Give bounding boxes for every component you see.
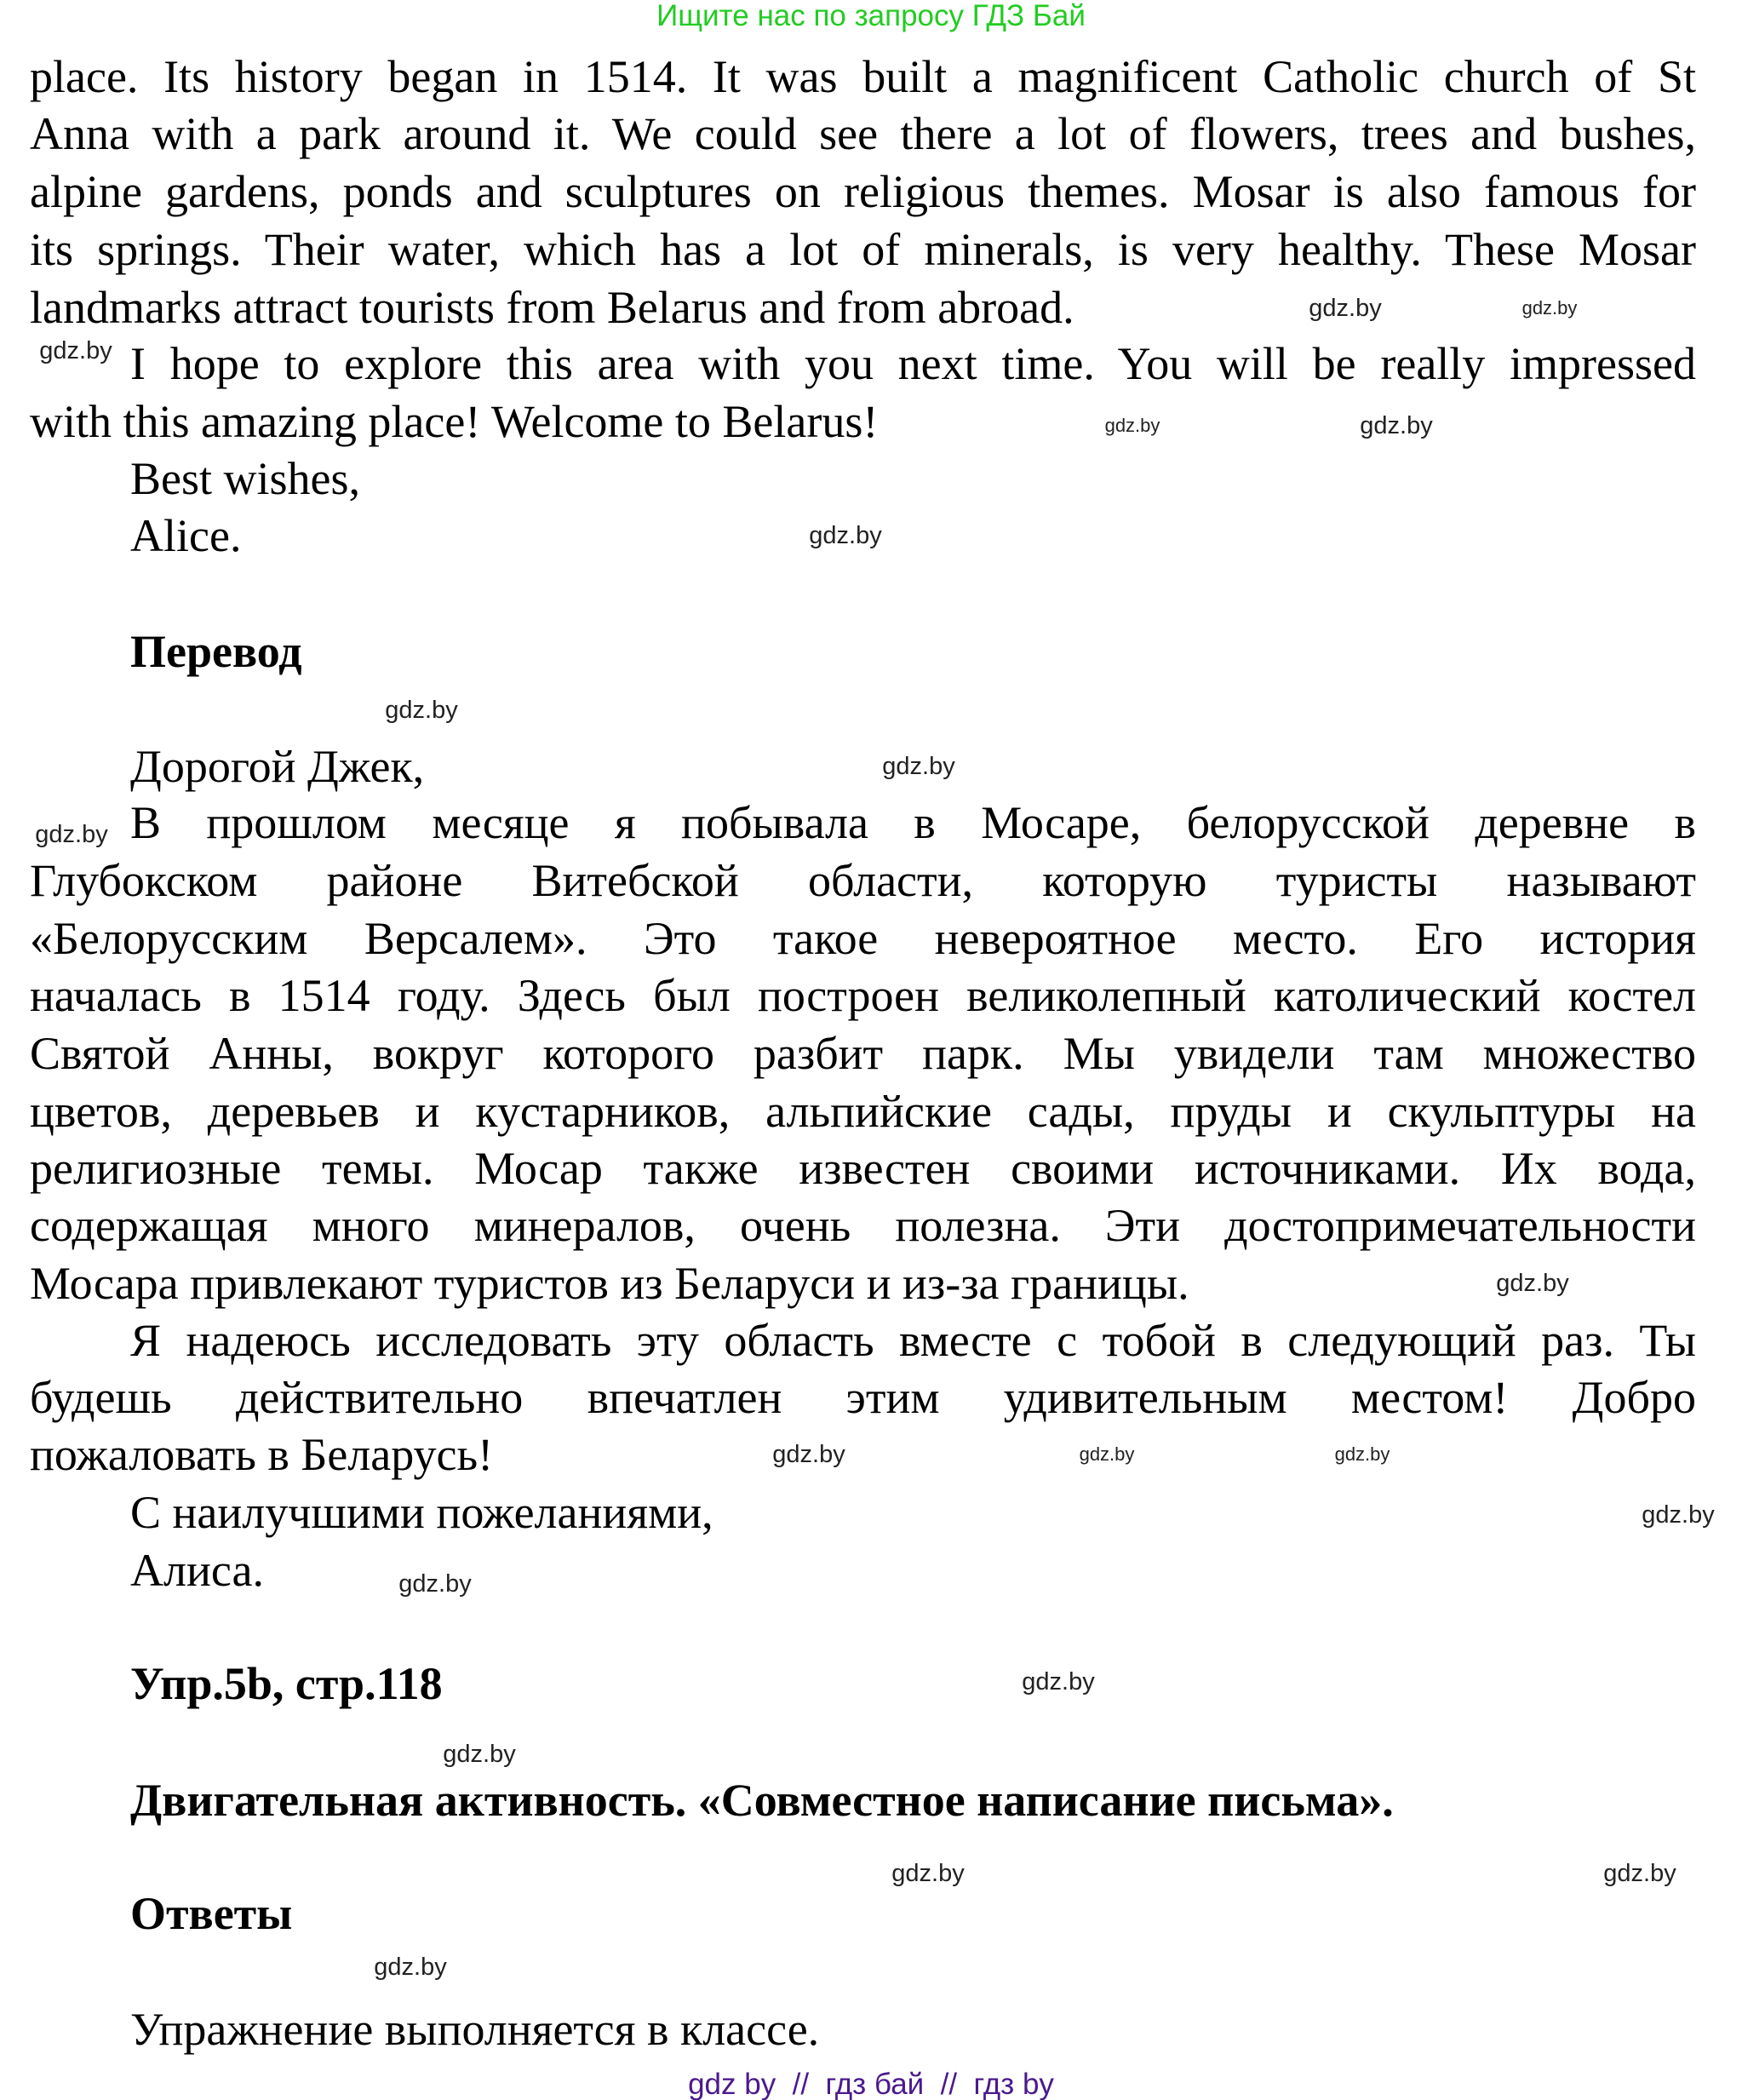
- text-line: Anna with a park around it. We could see there a lot of flowers, trees and bushes,: [30, 108, 1696, 159]
- translation-heading: Перевод: [130, 626, 302, 677]
- text-line: alpine gardens, ponds and sculptures on religious themes. Mosar is also famous for: [30, 166, 1696, 217]
- watermark: gdz.by: [891, 1860, 965, 1887]
- text-line: with this amazing place! Welcome to Belarus!: [30, 396, 879, 447]
- text-line: В прошлом месяце я побывала в Мосаре, белорусской деревне в: [130, 797, 1696, 848]
- search-hint-banner: Ищите нас по запросу ГДЗ Бай: [656, 0, 1086, 32]
- text-line: религиозные темы. Мосар также известен своими источниками. Их вода,: [30, 1143, 1696, 1194]
- translation-closing: С наилучшими пожеланиями,: [130, 1487, 713, 1538]
- footer-links: gdz by // гдз бай // гдз by: [688, 2068, 1054, 2100]
- watermark: gdz.by: [374, 1954, 447, 1981]
- translation-signature: Алиса.: [130, 1545, 264, 1596]
- text-line: its springs. Their water, which has a lot of minerals, is very healthy. These Mosar: [30, 224, 1696, 275]
- text-line: place. Its history began in 1514. It was built a magnificent Catholic church of St: [30, 51, 1696, 102]
- watermark: gdz.by: [35, 821, 108, 848]
- exercise-title: Упр.5b, стр.118: [130, 1658, 443, 1709]
- answer-text: Упражнение выполняется в классе.: [130, 2004, 820, 2055]
- watermark: gdz.by: [1360, 412, 1433, 439]
- watermark: gdz.by: [1642, 1501, 1715, 1529]
- text-line: Глубокском районе Витебской области, которую туристы называют: [30, 855, 1696, 906]
- watermark: gdz.by: [1022, 1668, 1095, 1695]
- text-line: будешь действительно впечатлен этим удивительным местом! Добро: [30, 1372, 1696, 1423]
- text-line: началась в 1514 году. Здесь был построен великолепный католический костел: [30, 970, 1696, 1021]
- letter-signature: Alice.: [130, 510, 242, 561]
- watermark: gdz.by: [398, 1570, 472, 1598]
- translation-greeting: Дорогой Джек,: [130, 741, 425, 792]
- text-line: пожаловать в Беларусь!: [30, 1429, 494, 1480]
- watermark: gdz.by: [1079, 1443, 1135, 1465]
- answers-heading: Ответы: [130, 1888, 293, 1939]
- watermark: gdz.by: [1603, 1860, 1676, 1887]
- text-line: «Белорусским Версалем». Это такое невероятное место. Его история: [30, 913, 1696, 964]
- text-line: Мосара привлекают туристов из Беларуси и из-за границы.: [30, 1258, 1189, 1309]
- text-line: I hope to explore this area with you next time. You will be really impressed: [130, 338, 1696, 389]
- watermark: gdz.by: [1521, 297, 1578, 318]
- watermark: gdz.by: [39, 337, 112, 364]
- watermark: gdz.by: [385, 697, 458, 724]
- watermark: gdz.by: [1496, 1270, 1569, 1297]
- watermark: gdz.by: [809, 522, 882, 549]
- watermark: gdz.by: [882, 753, 955, 780]
- watermark: gdz.by: [443, 1741, 516, 1768]
- text-line: landmarks attract tourists from Belarus and from abroad.: [30, 282, 1074, 333]
- watermark: gdz.by: [1334, 1443, 1390, 1465]
- text-line: содержащая много минералов, очень полезна. Эти достопримечательности: [30, 1200, 1696, 1251]
- text-line: Я надеюсь исследовать эту область вместе с тобой в следующий раз. Ты: [130, 1315, 1696, 1366]
- letter-closing: Best wishes,: [130, 453, 360, 504]
- watermark: gdz.by: [1104, 415, 1160, 436]
- text-line: Святой Анны, вокруг которого разбит парк. Мы увидели там множество: [30, 1028, 1696, 1079]
- watermark: gdz.by: [1309, 295, 1382, 322]
- exercise-subtitle: Двигательная активность. «Совместное написание письма».: [130, 1775, 1394, 1826]
- text-line: цветов, деревьев и кустарников, альпийские сады, пруды и скульптуры на: [30, 1086, 1696, 1137]
- watermark: gdz.by: [772, 1441, 845, 1468]
